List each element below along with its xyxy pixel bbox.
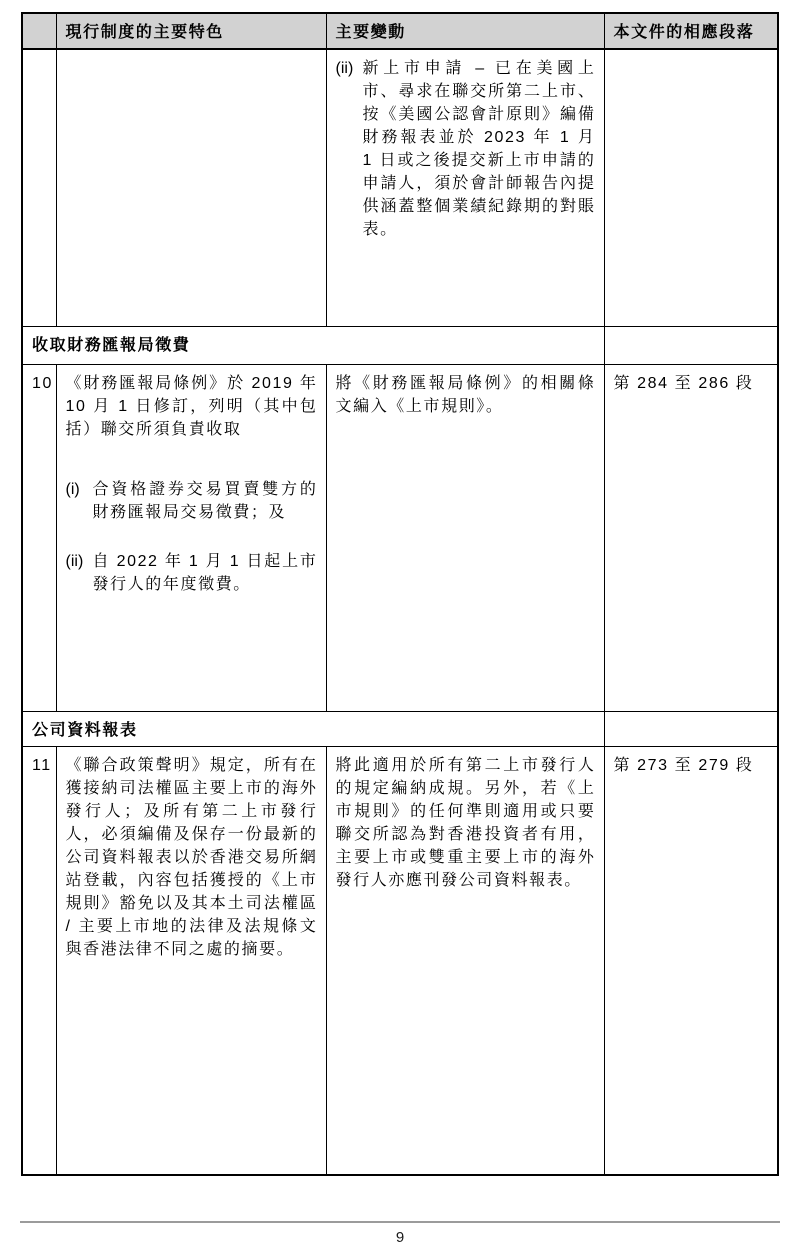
list-marker: (ii) (65, 552, 84, 570)
empty-number-cell (22, 49, 56, 326)
section-row-frc-levies (22, 326, 778, 364)
paragraphs-cell (604, 364, 778, 711)
header-number-cell (22, 13, 56, 49)
paragraph-reference: 第 284 至 286 段 (613, 374, 754, 392)
list-item-text: 新上市申請 – 已在美國上市、尋求在聯交所第二上市、按《美國公認會計原則》編備財務報表並於 2023 年 1 月 1 日或之後提交新上市申請的申請人，須於會計師報告內提供涵蓋整個業績紀錄期的對賬表。 (362, 60, 596, 238)
feature-cell (56, 364, 326, 711)
section-title: 收取財務匯報局徵費 (22, 326, 604, 364)
change-text: 將此適用於所有第二上市發行人的規定編納成規。另外，若《上市規則》的任何準則適用或只要聯交所認為對香港投資者有用，主要上市或雙重主要上市的海外發行人亦應刊發公司資料報表。 (335, 756, 596, 889)
list-marker: (i) (65, 480, 80, 498)
feature-cell (56, 746, 326, 1175)
paragraph-reference: 第 273 至 279 段 (613, 756, 754, 774)
empty-paragraphs-cell (604, 326, 778, 364)
header-key-changes: 主要變動 (326, 13, 604, 49)
page-number: 9 (395, 1229, 405, 1246)
list-item-i (66, 478, 318, 524)
feature-text: 《聯合政策聲明》規定，所有在獲接納司法權區主要上市的海外發行人；及所有第二上市發行人，必須編備及保存一份最新的公司資料報表以於香港交易所網站登載，內容包括獲授的《上市規則》豁免以及其本土司法權區 / 主要上市地的法律及法規條文與香港法律不同之處的摘要。 (65, 756, 318, 958)
header-paragraphs: 本文件的相應段落 (604, 13, 778, 49)
table-row-11 (22, 746, 778, 1175)
row-number: 10 (22, 364, 56, 711)
table-row-10 (22, 364, 778, 711)
change-cell (326, 746, 604, 1175)
table-row-continuation (22, 49, 778, 326)
row-number: 11 (22, 746, 56, 1175)
section-row-company-info-sheet (22, 711, 778, 746)
empty-paragraphs-cell (604, 49, 778, 326)
list-item-text: 自 2022 年 1 月 1 日起上市發行人的年度徵費。 (92, 552, 318, 593)
footer-divider (20, 1221, 780, 1223)
list-item-ii (66, 550, 318, 596)
list-item-text: 合資格證券交易買賣雙方的財務匯報局交易徵費；及 (92, 480, 318, 521)
empty-paragraphs-cell (604, 711, 778, 746)
change-cell (326, 364, 604, 711)
change-text: 將《財務匯報局條例》的相關條文編入《上市規則》。 (335, 374, 596, 415)
header-current-regime: 現行制度的主要特色 (56, 13, 326, 49)
summary-table (21, 12, 779, 1176)
paragraphs-cell (604, 746, 778, 1175)
table-header-row (22, 13, 778, 49)
section-title: 公司資料報表 (22, 711, 604, 746)
empty-feature-cell (56, 49, 326, 326)
list-marker: (ii) (335, 60, 354, 77)
feature-intro: 《財務匯報局條例》於 2019 年 10 月 1 日修訂，列明（其中包括）聯交所須負責收取 (65, 374, 318, 438)
change-cell-continuation (326, 49, 604, 326)
list-item-ii (336, 57, 596, 241)
